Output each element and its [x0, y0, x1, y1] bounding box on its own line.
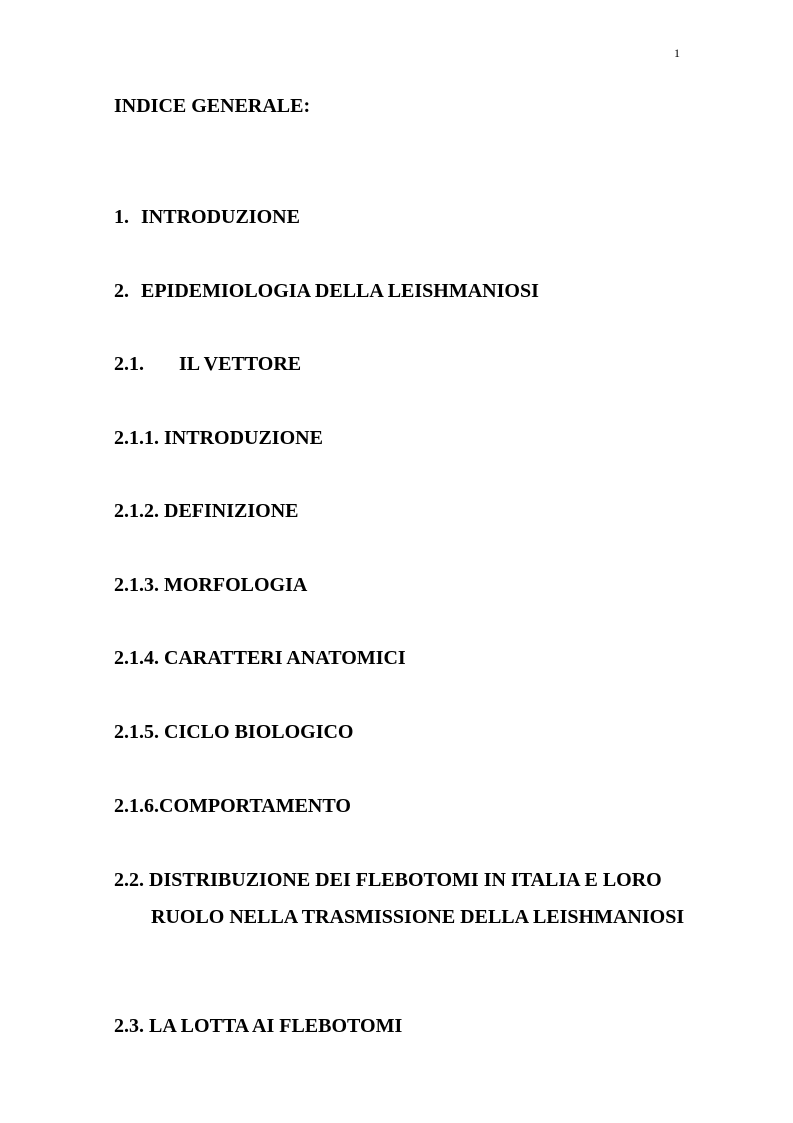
toc-entry [114, 647, 406, 670]
toc-entry-title: INTRODUZIONE [164, 427, 323, 449]
toc-entry [114, 574, 307, 597]
toc-entry-title: LA LOTTA AI FLEBOTOMI [149, 1015, 403, 1037]
toc-entry-number: 2.1. [114, 353, 144, 375]
toc-entry [114, 862, 691, 936]
toc-entry-number: 2.1.1. [114, 427, 159, 449]
toc-entry-number: 2.1.4. [114, 647, 159, 669]
toc-entry [114, 1015, 402, 1038]
toc-entry [114, 500, 298, 523]
toc-entry-number: 2.1.2. [114, 500, 159, 522]
toc-entry [114, 795, 351, 818]
page-title: INDICE GENERALE: [114, 95, 311, 117]
toc-entry-number: 2. [114, 280, 129, 302]
toc-entry-number: 2.2. [114, 869, 144, 891]
toc-entry-title: COMPORTAMENTO [159, 795, 351, 817]
toc-entry [114, 353, 301, 376]
toc-entry-number: 2.1.6. [114, 795, 159, 817]
toc-entry-number: 2.1.5. [114, 721, 159, 743]
toc-entry-title: IL VETTORE [179, 353, 302, 375]
toc-entry [114, 206, 300, 229]
toc-entry [114, 280, 539, 303]
page-number: 1 [674, 46, 680, 60]
toc-entry-title: MORFOLOGIA [164, 574, 308, 596]
toc-entry [114, 721, 353, 744]
toc-entry-title: CARATTERI ANATOMICI [164, 647, 406, 669]
toc-entry [114, 427, 323, 450]
toc-entry-title: DISTRIBUZIONE DEI FLEBOTOMI IN ITALIA E LORO RUOLO NELLA TRASMISSIONE DELLA LEISHMANIOSI [149, 869, 685, 928]
toc-entry-number: 2.1.3. [114, 574, 159, 596]
toc-entry-number: 2.3. [114, 1015, 144, 1037]
toc-entry-title: CICLO BIOLOGICO [164, 721, 354, 743]
toc-entry-title: INTRODUZIONE [141, 206, 300, 228]
toc-entry-title: DEFINIZIONE [164, 500, 299, 522]
toc-entry-title: EPIDEMIOLOGIA DELLA LEISHMANIOSI [141, 280, 539, 302]
toc-entry-number: 1. [114, 206, 129, 228]
